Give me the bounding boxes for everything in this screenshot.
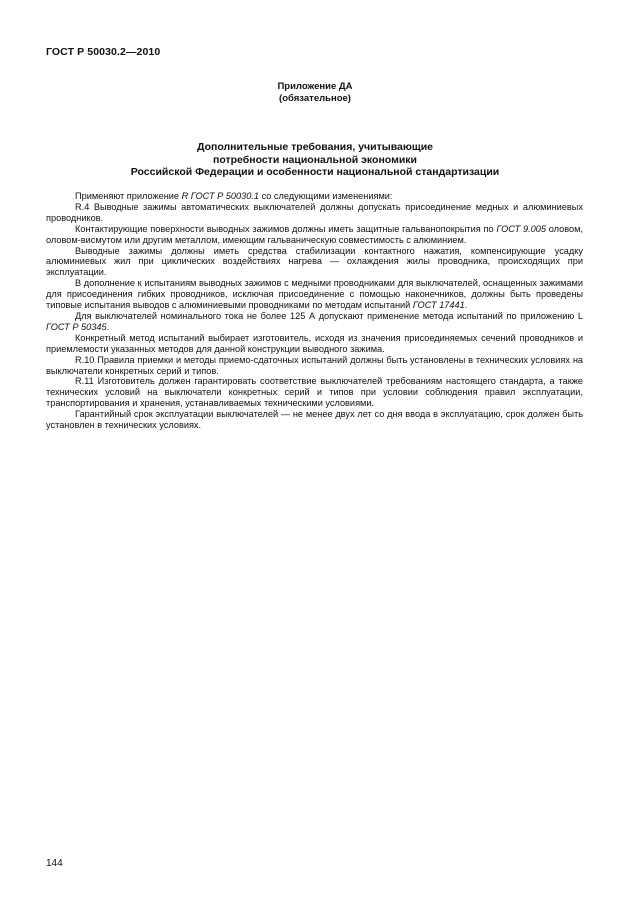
paragraph: R.10 Правила приемки и методы приемо-сдаточных испытаний должны быть установлены в технических условиях на выключатели конкретных серий и типов. xyxy=(46,354,583,376)
section-title-line-1: Дополнительные требования, учитывающие xyxy=(196,141,433,153)
section-title-line-3: Российской Федерации и особенности национальной стандартизации xyxy=(130,166,500,178)
paragraph: R.11 Изготовитель должен гарантировать соответствие выключателей требованиям настоящего стандарта, а также технических условий на выключатели конкретных серий и типов при условии соблюдения правил эксплуатации, транспортирования и хранения, устанавливаемых техническими условиями. xyxy=(46,376,583,409)
body-text xyxy=(46,191,583,431)
paragraph: Контактирующие поверхности выводных зажимов должны иметь защитные гальванопокрытия по ГОСТ 9.005 оловом, оловом-висмутом или другим металлом, имеющим гальваническую совместимость с алюминием. xyxy=(46,223,583,245)
paragraph: Применяют приложение R ГОСТ Р 50030.1 со следующими изменениями: xyxy=(75,191,393,201)
appendix-title: Приложение ДА xyxy=(277,81,353,92)
page-number: 144 xyxy=(46,858,63,869)
appendix-status: (обязательное) xyxy=(279,93,351,104)
appendix-heading xyxy=(0,81,630,105)
section-title-line-2: потребности национальной экономики xyxy=(212,153,418,166)
paragraph: R.4 Выводные зажимы автоматических выключателей должны допускать присоединение медных и алюминиевых проводников. xyxy=(46,201,583,223)
paragraph: Выводные зажимы должны иметь средства стабилизации контактного нажатия, компенсирующие усадку алюминиевых жил при циклических воздействиях нагрева — охлаждения жилы проводника, происходящих при эксплуатации. xyxy=(46,245,583,278)
paragraph: Конкретный метод испытаний выбирает изготовитель, исходя из значения присоединяемых сечений проводников и приемлемости указанных методов для данной конструкции выводного зажима. xyxy=(46,332,583,354)
paragraph: Для выключателей номинального тока не более 125 А допускают применение метода испытаний по приложению L ГОСТ Р 50345. xyxy=(46,310,583,332)
paragraph: Гарантийный срок эксплуатации выключателей — не менее двух лет со дня ввода в эксплуатацию, срок должен быть установлен в технических условиях. xyxy=(46,409,583,431)
document-header: ГОСТ Р 50030.2—2010 xyxy=(46,46,161,58)
paragraph: В дополнение к испытаниям выводных зажимов с медными проводниками для выключателей, оснащенных зажимами для присоединения гибких проводников, исключая присоединение с помощью наконечников, должны быть проведены типовые испытания выводов с алюминиевыми проводниками по методам испытаний ГОСТ 17441. xyxy=(46,278,583,311)
section-title xyxy=(0,141,630,179)
